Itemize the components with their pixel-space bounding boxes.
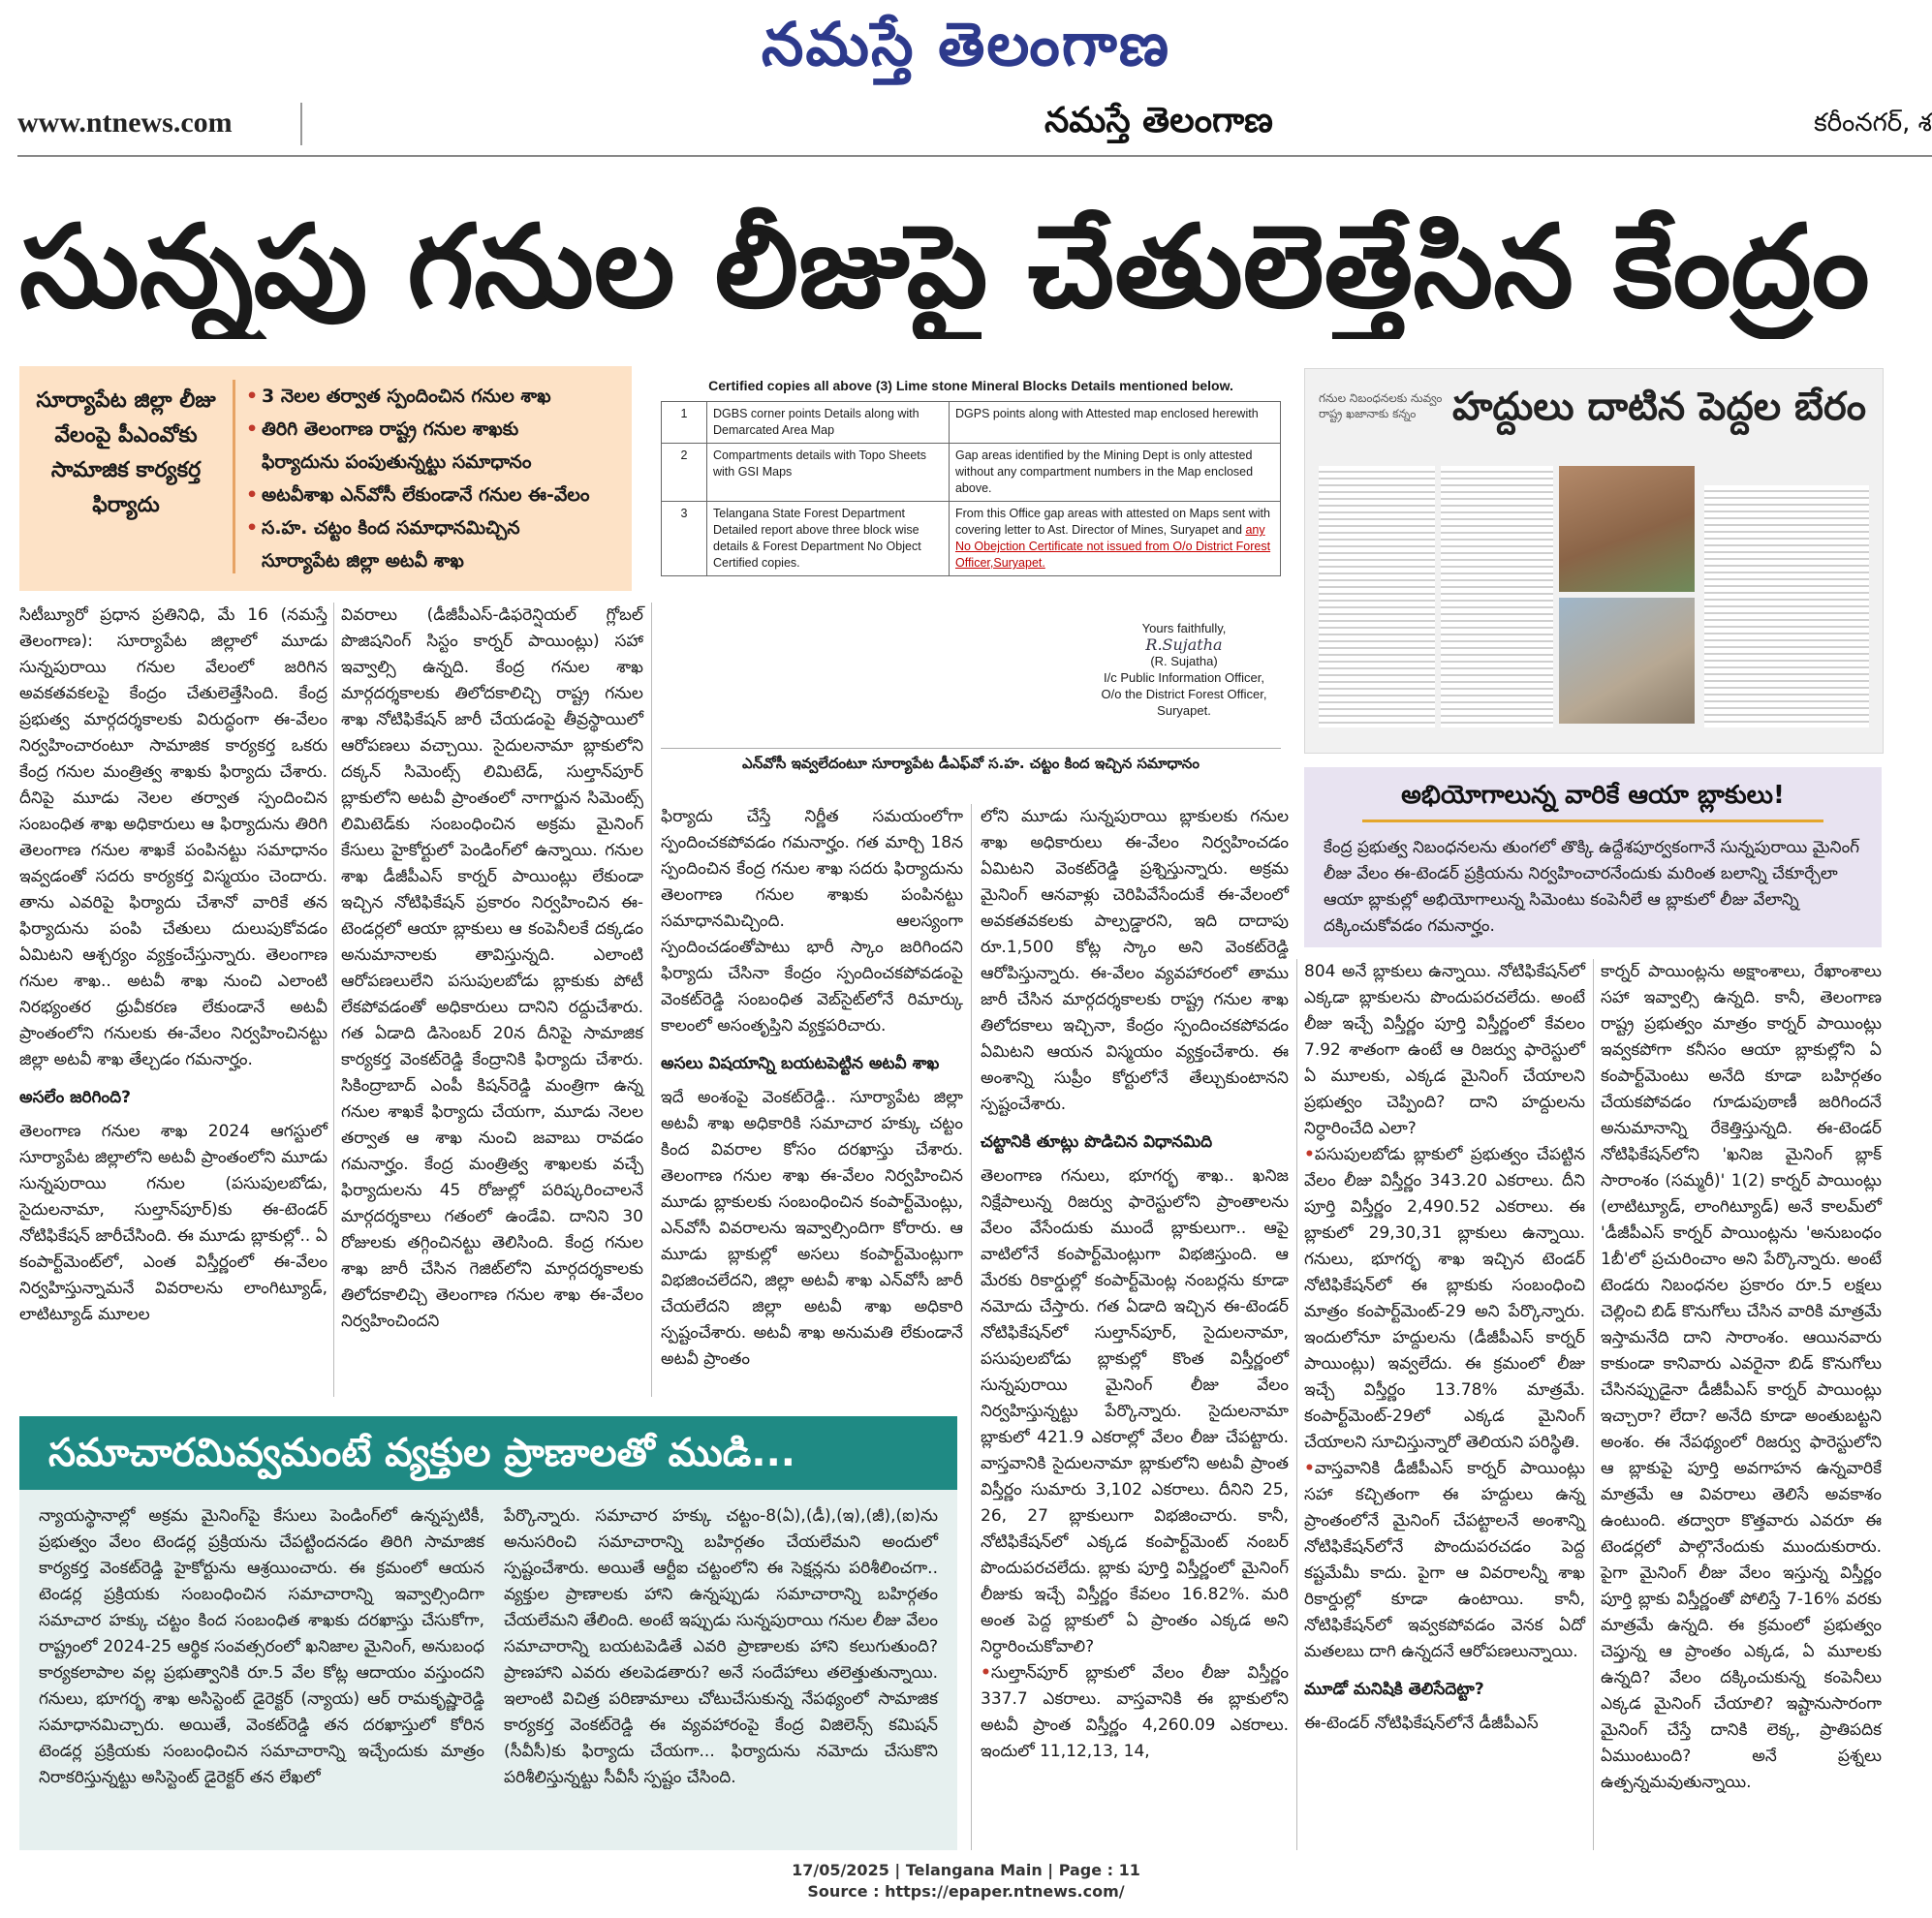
subheading: మూడో మనిషికి తెలిసేదెట్టా? (1304, 1680, 1484, 1699)
paragraph: లోని మూడు సున్నపురాయి బ్లాకులకు గనుల శాఖ అధికారులు ఈ-వేలం నిర్వహించడం ఏమిటని వెంకట్‌రెడ్డి ప్రశ్నిస్తున్నారు. అక్రమ మైనింగ్ ఆనవాళ్లు చెరిపివేసేందుకే ఈ-వేలంలో అవకతవకలకు పాల్పడ్డారని, ఇది దాదాపు రూ.1,500 కోట్ల స్కాం అని వెంకట్‌రెడ్డి ఆరోపిస్తున్నారు. ఈ-వేలం వ్యవహారంలో తాము జారీ చేసిన మార్గదర్శకాలకు రాష్ట్ర గనుల శాఖ తిలోదకాలు ఇచ్చినా, కేంద్రం స్పందించకపోవడం ఏమిటని ఆయన విస్మయం వ్యక్తంచేశారు. ఈ అంశాన్ని సుప్రీం కోర్టులోనే తేల్చుకుంటానని స్పష్టంచేశారు. (981, 807, 1289, 1114)
signer-role: I/c Public Information Officer, (1104, 670, 1264, 685)
paragraph: వివరాలు (డీజీపీఎస్-డిఫరెన్షియల్ గ్లోబల్ పొజిషనింగ్ సిస్టం కార్నర్ పాయింట్లు) సహా ఇవ్వాల్సి ఉన్నది. కేంద్ర గనుల శాఖ మార్గదర్శకాలకు తిలోదకాలిచ్చి రాష్ట్ర గనుల శాఖ నోటిఫికేషన్ జారీ చేయడంపై తీవ్రస్థాయిలో ఆరోపణలు వచ్చాయి. సైదులనామా బ్లాకులోని దక్కన్ సిమెంట్స్ లిమిటెడ్, సుల్తాన్‌పూర్ బ్లాకులోని అటవీ ప్రాంతంలో నాగార్జున సిమెంట్స్ లిమిటెడ్‌కు సంబంధించిన అక్రమ మైనింగ్ కేసులు హైకోర్టులో పెండింగ్‌లో ఉన్నాయి. గనుల శాఖ డీజీపీఎస్ కార్నర్ పాయింట్లు లేకుండా ఇచ్చిన నోటిఫికేషన్ ప్రకారం నిర్వహించిన ఈ-టెండర్లలో ఆయా బ్లాకులు ఆ కంపెనీలకే దక్కడం అనుమానాలకు తావిస్తున్నది. ఎలాంటి ఆరోపణలులేని పసుపులబోడు బ్లాకుకు పోటీ లేకపోవడంతో అధికారులు దానిని రద్దుచేశారు. గత ఏడాది డిసెంబర్ 20న దీనిపై సామాజిక కార్యకర్త వెంకట్‌రెడ్డి కేంద్రానికి ఫిర్యాదు చేశారు. సికింద్రాబాద్ ఎంపీ కిషన్‌రెడ్డి మంత్రిగా ఉన్న గనుల శాఖకే ఫిర్యాదు చేయగా, మూడు నెలల తర్వాత ఆ శాఖ నుంచి జవాబు రావడం గమనార్హం. కేంద్ర మంత్రిత్వ శాఖలకు వచ్చే ఫిర్యాదులను 45 రోజుల్లో పరిష్కరించాలనే మార్గదర్శకాలు గతంలో ఉండేవి. దానిని 30 రోజులకు తగ్గించినట్టు తెలిసింది. కేంద్ర గనుల శాఖ జారీ చేసిన గెజిట్‌లోని మార్గదర్శకాలకు తిలోదకాలిచ్చి తెలంగాణ గనుల శాఖ ఈ-వేలం నిర్వహించిందని (341, 605, 643, 1331)
rti-sidebar-heading: సమాచారమివ్వమంటే వ్యక్తుల ప్రాణాలతో ముడి... (19, 1416, 957, 1490)
kicker-points (246, 380, 626, 577)
rti-sidebar-column: పేర్కొన్నారు. సమాచార హక్కు చట్టం-8(ఏ),(డీ),(ఇ),(జీ),(ఐ)ను అనుసరించి సమాచారాన్ని బహిర్గతం చేయలేమని అందులో స్పష్టంచేశారు. అయితే ఆర్టీఐ చట్టంలోని ఈ సెక్షన్లను పరిశీలించగా.. వ్యక్తుల ప్రాణాలకు హాని ఉన్నప్పుడు సమాచారాన్ని బహిర్గతం చేయలేమని తేలింది. అంటే ఇప్పుడు సున్నపురాయి గనుల లీజు వేలం సమాచారాన్ని బయటపెడితే ఎవరి ప్రాణాలకు హాని కలుగుతుంది? ప్రాణహాని ఎవరు తలపెడతారు? అనే సందేహాలు తలెత్తుతున్నాయి. ఇలాంటి విచిత్ర పరిణామాలు చోటుచేసుకున్న నేపథ్యంలో సామాజిక కార్యకర్త వెంకట్‌రెడ్డి ఈ వ్యవహారంపై కేంద్ర విజిలెన్స్ కమిషన్ (సీవీసీ)కు ఫిర్యాదు చేయగా... ఫిర్యాదును నమోదు చేసుకొని పరిశీలిస్తున్నట్టు సీవీసీ స్పష్టం చేసింది. (504, 1506, 938, 1787)
crusher-photo (1559, 598, 1695, 724)
kicker-summary: సూర్యాపేట జిల్లా లీజు వేలంపై పీఎంవోకు సామాజిక కార్యకర్త ఫిర్యాదు (36, 388, 216, 517)
row-left: Telangana State Forest Department Detailed report above three block wise details & Forest Department No Object Certified copies. (707, 502, 950, 576)
paragraph: కార్నర్ పాయింట్లను అక్షాంశాలు, రేఖాంశాలు సహా ఇవ్వాల్సి ఉన్నది. కానీ, తెలంగాణ రాష్ట్ర ప్రభుత్వం మాత్రం కార్నర్ పాయింట్లు ఇవ్వకపోగా కనీసం ఆయా బ్లాకుల్లోని ఏ కంపార్ట్‌మెంటు అనేది కూడా బహిర్గతం చేయకపోవడం గూడుపుఠాణీ జరిగిందనే అనుమానాన్ని రేకెత్తిస్తున్నది. ఈ-టెండర్ నోటిఫికేషన్‌లోని 'ఖనిజ మైనింగ్ బ్లాక్ సారాంశం (సమ్మరీ)' 1(2) కార్నర్ పాయింట్లు (లాటిట్యూడ్, లాంగిట్యూడ్) అనే కాలమ్‌లో 'డీజీపీఎస్ కార్నర్ పాయింట్లను 'అనుబంధం 1బీ'లో ప్రచురించాం అని పేర్కొన్నారు. అంటే టెండరు నిబంధనల ప్రకారం రూ.5 లక్షలు చెల్లించి బిడ్ కొనుగోలు చేసిన వారికి మాత్రమే ఇస్తామనేది దాని సారాంశం. ఆయినవారు కాకుండా కానివారు ఎవరైనా బిడ్ కొనుగోలు చేసినప్పుడైనా డీజీపీఎస్ కార్నర్ పాయింట్లు ఇచ్చారా? లేదా? అనేది కూడా అంతుబట్టని అంశం. ఈ నేపథ్యంలో రిజర్వు ఫారెస్టులోని ఆ బ్లాకుపై పూర్తి అవగాహన ఉన్నవారికే మాత్రమే ఆ వివరాలు తెలిసే అవకాశం ఉంటుంది. తద్వారా కొత్తవారు ఎవరూ ఈ టెండర్లలో పాల్గొనేందుకు ముందుకురారు. పైగా మైనింగ్ లీజు వేలం ఇస్తున్న విస్తీర్ణం పూర్తి బ్లాకు విస్తీర్ణంతో పోలిస్తే 7-16% వరకు మాత్రమే ఉన్నది. ఈ క్రమంలో ప్రభుత్వం చెప్తున్న ఆ ప్రాంతం ఎక్కడ, ఏ మూలకు ఉన్నది? వేలం దక్కించుకున్న కంపెనీలు ఎక్కడ మైనింగ్ చేయాలి? ఇష్టానుసారంగా మైనింగ్ చేస్తే దానికి లెక్క, ప్రాతిపదిక ఏముంటుంది? అనే ప్రశ్నలు ఉత్పన్నమవుతున్నాయి. (1601, 962, 1882, 1792)
table-row (662, 502, 1281, 576)
article-column-1 (19, 603, 327, 1328)
masthead-logo[interactable]: నమస్తే తెలంగాణ (761, 9, 1171, 79)
row-number: 2 (662, 444, 707, 502)
kicker-point: ఫిర్యాదును పంపుతున్నట్టు సమాధానం (262, 451, 532, 473)
row-left: DGBS corner points Details along with Demarcated Area Map (707, 402, 950, 444)
subheading: చట్టానికి తూట్లు పొడిచిన విధానమిది (981, 1132, 1213, 1152)
column-rule (971, 804, 972, 1850)
clipping-text-block (1704, 485, 1869, 727)
quarry-photo (1559, 466, 1695, 592)
sub-header-bar (17, 97, 1932, 157)
column-rule (1296, 959, 1297, 1850)
sidebar-heading: అభియోగాలున్న వారికే ఆయా బ్లాకులు! (1401, 781, 1785, 810)
paragraph: సిటీబ్యూరో ప్రధాన ప్రతినిధి, మే 16 (నమస్తే తెలంగాణ): సూర్యాపేట జిల్లాలో మూడు సున్నపురాయి గనుల వేలంలో జరిగిన అవకతవకలపై కేంద్రం చేతులెత్తేసింది. కేంద్ర ప్రభుత్వ మార్గదర్శకాలకు విరుద్ధంగా ఈ-వేలం నిర్వహించారంటూ సామాజిక కార్యకర్త ఒకరు కేంద్ర గనుల మంత్రిత్వ శాఖకు ఫిర్యాదు చేశారు. దీనిపై మూడు నెలల తర్వాత స్పందించిన సంబంధిత శాఖ అధికారులు ఆ ఫిర్యాదును తిరిగి తెలంగాణ గనుల శాఖకే పంపినట్టు సమాధానం ఇవ్వడంతో సదరు కార్యకర్త విస్మయం చెందారు. తాను ఎవరిపై ఫిర్యాదు చేశానో వారికే తన ఫిర్యాదును పంపి చేతులు దులుపుకోవడం ఏమిటని ఆశ్చర్యం వ్యక్తంచేస్తున్నారు. తెలంగాణ గనుల శాఖ.. అటవీ శాఖ నుంచి ఎలాంటి నిరభ్యంతర ధ్రువీకరణ లేకుండానే అటవీ ప్రాంతంలోని గనులకు ఈ-వేలం నిర్వహించినట్టు జిల్లా అటవీ శాఖ తేల్చడం గమనార్హం. (19, 605, 327, 1069)
row-right: Gap areas identified by the Mining Dept is only attested without any compartment numbers in the Map enclosed above. (949, 444, 1280, 502)
kicker-point: • అటవీశాఖ ఎన్‌వోసీ లేకుండానే గనుల ఈ-వేలం (246, 479, 626, 511)
rti-sidebar-column: న్యాయస్థానాల్లో అక్రమ మైనింగ్‌పై కేసులు పెండింగ్‌లో ఉన్నప్పటికీ, ప్రభుత్వం వేలం టెండర్ల ప్రక్రియను చేపట్టిందనడం తిరిగి సామాజిక కార్యకర్త వెంకట్‌రెడ్డి హైకోర్టును ఆశ్రయించారు. ఈ క్రమంలో ఆయన టెండర్ల ప్రక్రియకు సంబంధించిన సమాచారాన్ని ఇవ్వాల్సిందిగా సమాచార హక్కు చట్టం కింద సంబంధిత శాఖకు దరఖాస్తు చేసుకోగా, రాష్ట్రంలో 2024-25 ఆర్థిక సంవత్సరంలో ఖనిజాల మైనింగ్, అనుబంధ కార్యకలాపాల వల్ల ప్రభుత్వానికి రూ.5 వేల కోట్ల ఆదాయం వస్తుందని గనులు, భూగర్భ శాఖ అసిస్టెంట్ డైరెక్టర్ (న్యాయ) ఆర్ రామకృష్ణారెడ్డి సమాధానమిచ్చారు. అయితే, వెంకట్‌రెడ్డి తన దరఖాస్తులో కోరిన టెండర్ల ప్రక్రియకు సంబంధించిన సమాచారాన్ని ఇచ్చేందుకు మాత్రం నిరాకరిస్తున్నట్టు అసిస్టెంట్ డైరెక్టర్ తన లేఖలో (39, 1506, 484, 1787)
signer-role: Suryapet. (1157, 703, 1211, 718)
signature-block (1087, 620, 1281, 719)
row-right (949, 502, 1280, 576)
document-caption: ఎన్‌వోసీ ఇవ్వలేదంటూ సూర్యాపేట డీఎఫ్‌వో స.హ. చట్టం కింద ఇచ్చిన సమాధానం (661, 748, 1281, 778)
paragraph: ఇదే అంశంపై వెంకట్‌రెడ్డి.. సూర్యాపేట జిల్లా అటవీ శాఖ అధికారికి సమాచార హక్కు చట్టం కింద వివరాల కోసం దరఖాస్తు చేశారు. తెలంగాణ గనుల శాఖ ఈ-వేలం నిర్వహించిన మూడు బ్లాకులకు సంబంధించిన కంపార్ట్‌మెంట్లు, ఎన్‌వోసీ వివరాలను ఇవ్వాల్సిందిగా కోరారు. ఆ మూడు బ్లాకుల్లో అసలు కంపార్ట్‌మెంట్లుగా విభజించలేదని, జిల్లా అటవీ శాఖ ఎన్‌వోసీ జారీ చేయలేదని జిల్లా అటవీ శాఖ అధికారి స్పష్టంచేశారు. అటవీ శాఖ అనుమతి లేకుండానే అటవీ ప్రాంతం (661, 1088, 963, 1369)
bullet-paragraph: • పసుపులబోడు బ్లాకులో ప్రభుత్వం చేపట్టిన వేలం లీజు విస్తీర్ణం 343.20 ఎకరాలు. దీని పూర్తి విస్తీర్ణం 2,490.52 ఎకరాలు. ఈ బ్లాకులో 29,30,31 బ్లాకులు ఉన్నాయి. గనులు, భూగర్భ శాఖ ఇచ్చిన టెండర్ నోటిఫికేషన్‌లో ఈ బ్లాకుకు సంబంధించి మాత్రం కంపార్ట్‌మెంట్-29 అని పేర్కొన్నారు. ఇందులోనూ హద్దులను (డీజీపీఎస్ కార్నర్ పాయింట్లు) ఇవ్వలేదు. ఈ క్రమంలో లీజు ఇచ్చే విస్తీర్ణం 13.78% మాత్రమే. కంపార్ట్‌మెంట్-29లో ఎక్కడ మైనింగ్ చేయాలని సూచిస్తున్నారో తెలియని పరిస్థితి. (1304, 1142, 1585, 1456)
main-headline: సున్నపు గనుల లీజుపై చేతులెత్తేసిన కేంద్రం (19, 200, 1870, 333)
divider (300, 103, 302, 145)
sidebar-body: కేంద్ర ప్రభుత్వ నిబంధనలను తుంగలో తొక్కి ఉద్దేశపూర్వకంగానే సున్నపురాయి మైనింగ్ లీజు వేలం ఈ-టెండర్ ప్రక్రియను నిర్వహించారనేందుకు మరింత బలాన్ని చేకూర్చేలా ఆయా బ్లాకుల్లో అభియోగాలున్న సిమెంటు కంపెనీలే ఆ బ్లాకులో లీజు వేలాన్ని దక్కించుకోవడం గమనార్హం. (1324, 838, 1860, 936)
footer-edition: 17/05/2025 | Telangana Main | Page : 11 (792, 1861, 1140, 1879)
paragraph: ఈ-టెండర్ నోటిఫికేషన్‌లోనే డీజీపీఎస్ (1304, 1714, 1539, 1733)
bullet-paragraph: • సుల్తాన్‌పూర్ బ్లాకులో వేలం లీజు విస్తీర్ణం 337.7 ఎకరాలు. వాస్తవానికి ఈ బ్లాకులోని అటవీ ప్రాంత విస్తీర్ణం 4,260.09 ఎకరాలు. ఇందులో 11,12,13, 14, (981, 1660, 1289, 1765)
column-rule (651, 603, 652, 1397)
document-table (661, 401, 1281, 576)
document-heading: Certified copies all above (3) Lime stone Mineral Blocks Details mentioned below. (708, 378, 1233, 393)
masthead (0, 0, 1932, 89)
kicker-point: • తిరిగి తెలంగాణ రాష్ట్ర గనుల శాఖకు (246, 413, 626, 446)
clipping-text-block (1319, 466, 1435, 727)
row-left: Compartments details with Topo Sheets with GSI Maps (707, 444, 950, 502)
column-rule (333, 603, 334, 1397)
rti-document-image[interactable] (661, 372, 1281, 742)
footer-source-link[interactable]: Source : https://epaper.ntnews.com/ (807, 1882, 1125, 1901)
dateline: కరీంనగర్, శ (1814, 108, 1932, 138)
row-number: 1 (662, 402, 707, 444)
website-link[interactable]: www.ntnews.com (17, 107, 233, 139)
heading-rule (1362, 820, 1823, 822)
kicker-point: సూర్యాపేట జిల్లా అటవీ శాఖ (262, 550, 464, 572)
article-column-5 (1304, 959, 1585, 1737)
kicker-box (19, 366, 632, 591)
subheading: అసలు విషయాన్ని బయటపెట్టిన అటవీ శాఖ (661, 1054, 940, 1073)
paragraph: తెలంగాణ గనుల శాఖ 2024 ఆగస్టులో సూర్యాపేట జిల్లాలోని అటవీ ప్రాంతంలోని మూడు సున్నపురాయి గనుల (పసుపులబోడు, సైదులనామా, సుల్తాన్‌పూర్)కు ఈ-టెండర్ నోటిఫికేషన్ జారీచేసింది. ఈ మూడు బ్లాకుల్లో.. ఏ కంపార్ట్‌మెంట్‌లో, ఎంత విస్తీర్ణంలో ఈ-వేలం నిర్వహిస్తున్నామనే వివరాలను లాంగిట్యూడ్, లాటిట్యూడ్ మూలల (19, 1122, 327, 1324)
clipping-badge: గనుల నిబంధనలకు నువ్వం రాష్ట్ర ఖజానాకు కన్నం (1319, 391, 1443, 420)
article-column-4 (981, 804, 1289, 1765)
article-column-2 (341, 603, 643, 1335)
sign-off: Yours faithfully, (1141, 621, 1227, 635)
clipping-title: హద్దులు దాటిన పెద్దల బేరం (1452, 385, 1866, 429)
article-column-3 (661, 804, 963, 1373)
rti-sidebar-box (19, 1416, 957, 1850)
table-row (662, 402, 1281, 444)
signer-role: O/o the District Forest Officer, (1101, 687, 1267, 701)
kicker-divider (233, 380, 235, 573)
paragraph: ఫిర్యాదు చేస్తే నిర్ణీత సమయంలోగా స్పందించకపోవడం గమనార్హం. గత మార్చి 18న స్పందించిన కేంద్ర గనుల శాఖ సదరు ఫిర్యాదును తెలంగాణ గనుల శాఖకు పంపినట్టు సమాధానమిచ్చింది. ఆలస్యంగా స్పందించడంతోపాటు భారీ స్కాం జరిగిందని ఫిర్యాదు చేసినా కేంద్రం స్పందించకపోవడంపై వెంకట్‌రెడ్డి సంబంధిత వెబ్‌సైట్‌లోనే రిమార్కు కాలంలో అసంతృప్తిని వ్యక్తపరిచారు. (661, 807, 963, 1036)
subheading: అసలేం జరిగింది? (19, 1088, 132, 1107)
paragraph: 804 అనే బ్లాకులు ఉన్నాయి. నోటిఫికేషన్‌లో ఎక్కడా బ్లాకులను పొందుపరచలేదు. అంటే లీజు ఇచ్చే విస్తీర్ణం పూర్తి విస్తీర్ణంలో కేవలం 7.92 శాతంగా ఉంటే ఆ రిజర్వు ఫారెస్టులో ఏ మూలకు, ఎక్కడ మైనింగ్ చేయాలని ప్రభుత్వం చెప్పింది? దాని హద్దులను నిర్ధారించేది ఎలా? (1304, 962, 1585, 1138)
kicker-point: • 3 నెలల తర్వాత స్పందించిన గనుల శాఖ (246, 380, 626, 413)
signer-name: (R. Sujatha) (1150, 654, 1218, 668)
highlighted-text: any No Obejction Certificate not issued from O/o District Forest Officer,Suryapet. (954, 523, 1271, 570)
article-column-6 (1601, 959, 1882, 1796)
sidebar-box (1304, 767, 1882, 947)
column-rule (1593, 959, 1594, 1850)
signature: R.Sujatha (1145, 635, 1223, 654)
paragraph: తెలంగాణ గనులు, భూగర్భ శాఖ.. ఖనిజ నిక్షేపాలున్న రిజర్వు ఫారెస్టులోని ప్రాంతాలను వేలం వేసేందుకు ముందే బ్లాకులుగా.. ఆపై వాటిలోనే కంపార్ట్‌మెంట్లుగా విభజిస్తుంది. ఆ మేరకు రికార్డుల్లో కంపార్ట్‌మెంట్ల నంబర్లను కూడా నమోదు చేస్తారు. గత ఏడాది ఇచ్చిన ఈ-టెండర్ నోటిఫికేషన్‌లో సుల్తాన్‌పూర్, సైదులనామా, పసుపులబోడు బ్లాకుల్లో కొంత విస్తీర్ణంలో సున్నపురాయి మైనింగ్ లీజు వేలం నిర్వహిస్తున్నట్టు పేర్కొన్నారు. సైదులనామా బ్లాకులో 421.9 ఎకరాల్లో వేలం లీజు చేపట్టారు. వాస్తవానికి సైదులనామా బ్లాకులోని అటవీ ప్రాంత విస్తీర్ణం సుమారు 3,102 ఎకరాలు. దీనిని 25, 26, 27 బ్లాకులుగా విభజించారు. కానీ, నోటిఫికేషన్‌లో ఎక్కడ కంపార్ట్‌మెంట్ నంబర్ పొందుపరచలేదు. బ్లాకు పూర్తి విస్తీర్ణంలో మైనింగ్ లీజుకు ఇచ్చే విస్తీర్ణం కేవలం 16.82%. మరి అంత పెద్ద బ్లాకులో ఏ ప్రాంతం ఎక్కడ అని నిర్ధారించుకోవాలి? (981, 1166, 1289, 1656)
bullet-paragraph: • వాస్తవానికి డీజీపీఎస్ కార్నర్ పాయింట్లు సహా కచ్చితంగా ఈ హద్దులు ఉన్న ప్రాంతంలోనే మైనింగ్ చేపట్టాలనే అంశాన్ని నోటిఫికేషన్‌లోనే పొందుపరచడం పెద్ద కష్టమేమీ కాదు. పైగా ఆ వివరాలన్నీ శాఖ రికార్డుల్లో కూడా ఉంటాయి. కానీ, నోటిఫికేషన్‌లో ఇవ్వకపోవడం వెనక ఏదో మతలబు దాగి ఉన్నదనే ఆరోపణలున్నాయి. (1304, 1456, 1585, 1665)
clipping-text-block (1441, 466, 1553, 727)
row-number: 3 (662, 502, 707, 576)
row-right-text: From this Office gap areas with attested on Maps sent with covering letter to Ast. Director of Mines, Suryapet and (954, 507, 1270, 537)
kicker-point: • స.హ. చట్టం కింద సమాధానమిచ్చిన (246, 511, 626, 544)
paper-name: నమస్తే తెలంగాణ (1044, 101, 1273, 140)
row-right: DGPS points along with Attested map enclosed herewith (949, 402, 1280, 444)
table-row (662, 444, 1281, 502)
page-footer (0, 1860, 1932, 1903)
previous-clipping-image[interactable] (1304, 368, 1884, 754)
